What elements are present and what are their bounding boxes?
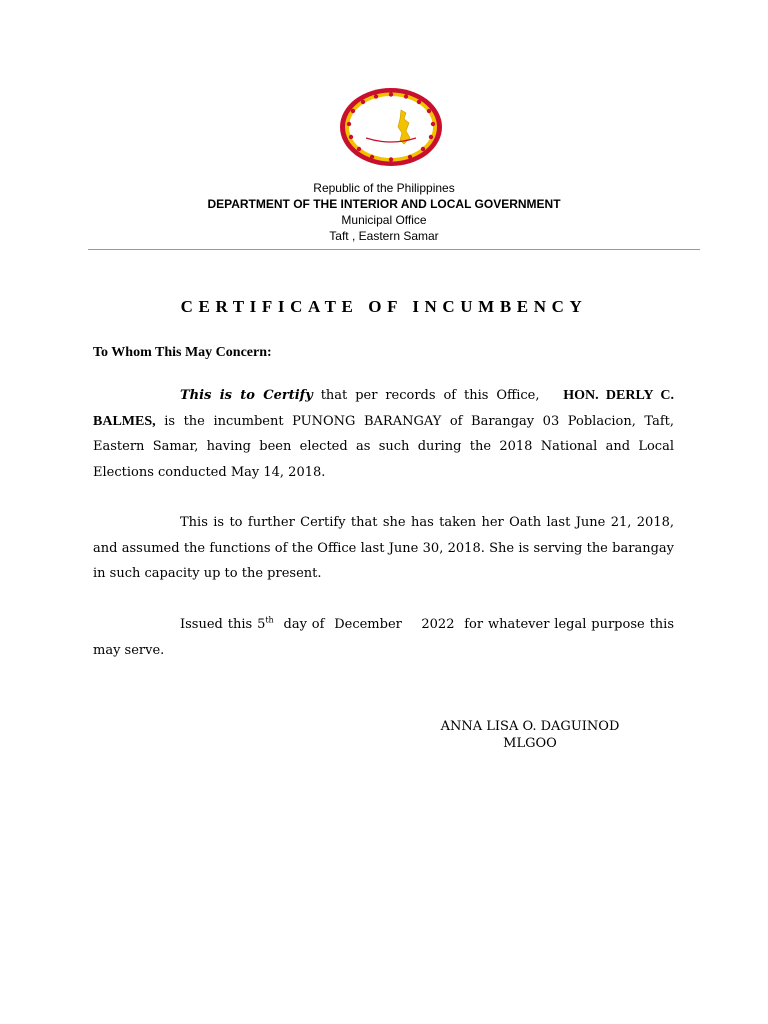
dilg-logo (338, 86, 444, 168)
signatory-name: ANNA LISA O. DAGUINOD (440, 719, 620, 734)
incumbent-name: HON. DERLY C. BALMES, (93, 388, 675, 429)
office-line: Municipal Office (341, 213, 427, 227)
letterhead (0, 180, 768, 244)
issued-text-a: Issued this 5 (180, 617, 266, 632)
salutation: To Whom This May Concern: (93, 345, 272, 360)
issued-text-b: day of December 2022 for whatever legal purpose this may serve. (93, 617, 679, 658)
republic-line: Republic of the Philippines (313, 181, 455, 195)
header-divider (88, 249, 700, 250)
oath-text: This is to further Certify that she has taken her Oath last June 21, 2018, and assumed the functions of the Office last June 30, 2018. She is serving the barangay in such capacity up to the present. (93, 515, 674, 581)
signature-block (430, 718, 630, 752)
paragraph-certification (93, 383, 674, 485)
ordinal-suffix: th (265, 615, 274, 625)
location-line: Taft , Eastern Samar (329, 229, 439, 243)
paragraph-issued (93, 612, 679, 663)
certify-text-a: that per records of this Office, (312, 388, 564, 403)
document-title: CERTIFICATE OF INCUMBENCY (180, 297, 588, 316)
department-line: DEPARTMENT OF THE INTERIOR AND LOCAL GOVERNMENT (207, 197, 561, 211)
paragraph-oath (93, 510, 674, 587)
signatory-position: MLGOO (503, 736, 557, 751)
certify-text-b: is the incumbent PUNONG BARANGAY of Barangay 03 Poblacion, Taft, Eastern Samar, having been elected as such during the 2018 National and Local Elections conducted May 14, 2018. (93, 413, 674, 480)
certify-lead: This is to Certify (180, 388, 313, 403)
